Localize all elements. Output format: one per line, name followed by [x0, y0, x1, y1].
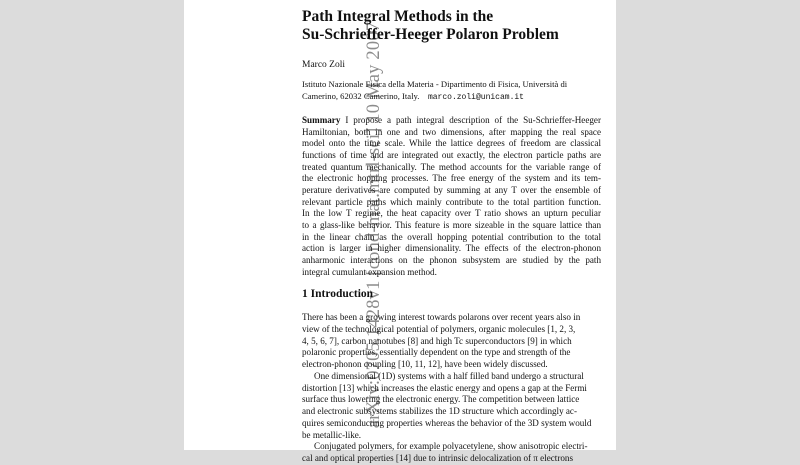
body-line: surface thus lowering the electronic energy. The competition between lattice [302, 394, 580, 405]
introduction-body [302, 312, 601, 465]
summary-line: action is larger in higher dimensionality. The effects of the electron-phonon [302, 243, 601, 254]
author-email: marco.zoli@unicam.it [427, 92, 524, 102]
paragraph [302, 312, 601, 371]
affiliation-line: Istituto Nazionale Fisica della Materia - Dipartimento di Fisica, Università di [302, 79, 568, 89]
body-line: distortion [13] which increases the elastic energy and opens a gap at the Fermi [302, 382, 587, 393]
summary-line: treated quantum mechanically. The method accounts for the variable range of [302, 161, 601, 172]
body-line: view of the technological potential of polymers, organic molecules [1, 2, 3, [302, 323, 576, 334]
body-line: be metallic-like. [302, 429, 362, 440]
summary-line: perature derivatives are computed by summing at any T over the ensemble of [302, 184, 601, 195]
summary-line: relevant particle paths which mainly contribute to the total partition function. [302, 196, 601, 207]
section-heading-introduction: 1 Introduction [302, 288, 374, 300]
paragraph [302, 371, 601, 442]
title-line: Su-Schrieffer-Heeger Polaron Problem [302, 26, 559, 43]
summary-line: In the low T regime, the heat capacity over T ratio shows an upturn peculiar [302, 208, 601, 219]
paragraph [302, 441, 601, 465]
affiliation-address: Camerino, 62032 Camerino, Italy. [302, 90, 420, 101]
body-line: cal and optical properties [14] due to intrinsic delocalization of π electrons [302, 453, 573, 463]
body-line: One dimensional (1D) systems with a half filled band undergo a structural [314, 370, 584, 381]
summary-abstract [302, 115, 601, 278]
summary-line: model onto the time scale. While the lattice degrees of freedom are classical [302, 138, 601, 149]
body-line: polaronic properties, essentially dependent on the type and strength of the [302, 347, 571, 358]
body-line: There has been a growing interest towards polarons over recent years also in [302, 312, 581, 322]
summary-label: Summary [302, 115, 341, 125]
body-line: electron-phonon coupling [10, 11, 12], have been widely discussed. [302, 359, 548, 369]
title-line: Path Integral Methods in the [302, 8, 494, 25]
summary-line: in the linear chain as the overall hopping potential contribution to the total [302, 231, 601, 242]
summary-line: Summary I propose a path integral description of the Su-Schrieffer-Heeger [302, 115, 601, 125]
summary-line: the electronic hopping processes. The free energy of the system and its tem- [302, 173, 601, 184]
paper-page [184, 0, 616, 463]
summary-line: Hamiltonian, both in one and two dimensions, after mapping the real space [302, 126, 601, 137]
affiliation [302, 79, 622, 103]
author-name: Marco Zoli [302, 60, 346, 70]
body-line: Conjugated polymers, for example polyacetylene, show anisotropic electri- [314, 441, 588, 452]
summary-line: functions of time and are integrated out exactly, the electron particle paths are [302, 149, 601, 160]
paper-title [302, 8, 622, 44]
summary-line: integral cumulant expansion method. [302, 266, 437, 277]
body-line: 4, 5, 6, 7], carbon nanotubes [8] and high Tc superconductors [9] in which [302, 335, 572, 346]
body-line: quires semiconducting properties whereas the behavior of the 3D system would [302, 417, 592, 428]
summary-line: anharmonic interactions on the phonon subsystem are studied by the path [302, 254, 601, 265]
body-line: and electronic subsystems stabilizes the 1D structure which accordingly ac- [302, 406, 577, 416]
summary-line: to a glass-like behavior. This feature is more sizeable in the square lattice than [302, 219, 601, 230]
arxiv-identifier: arXiv:0705.1428v1 [cond-mat.mtrl-sci] 10 May 2007 [364, 21, 384, 429]
affiliation-line-2 [302, 91, 622, 104]
